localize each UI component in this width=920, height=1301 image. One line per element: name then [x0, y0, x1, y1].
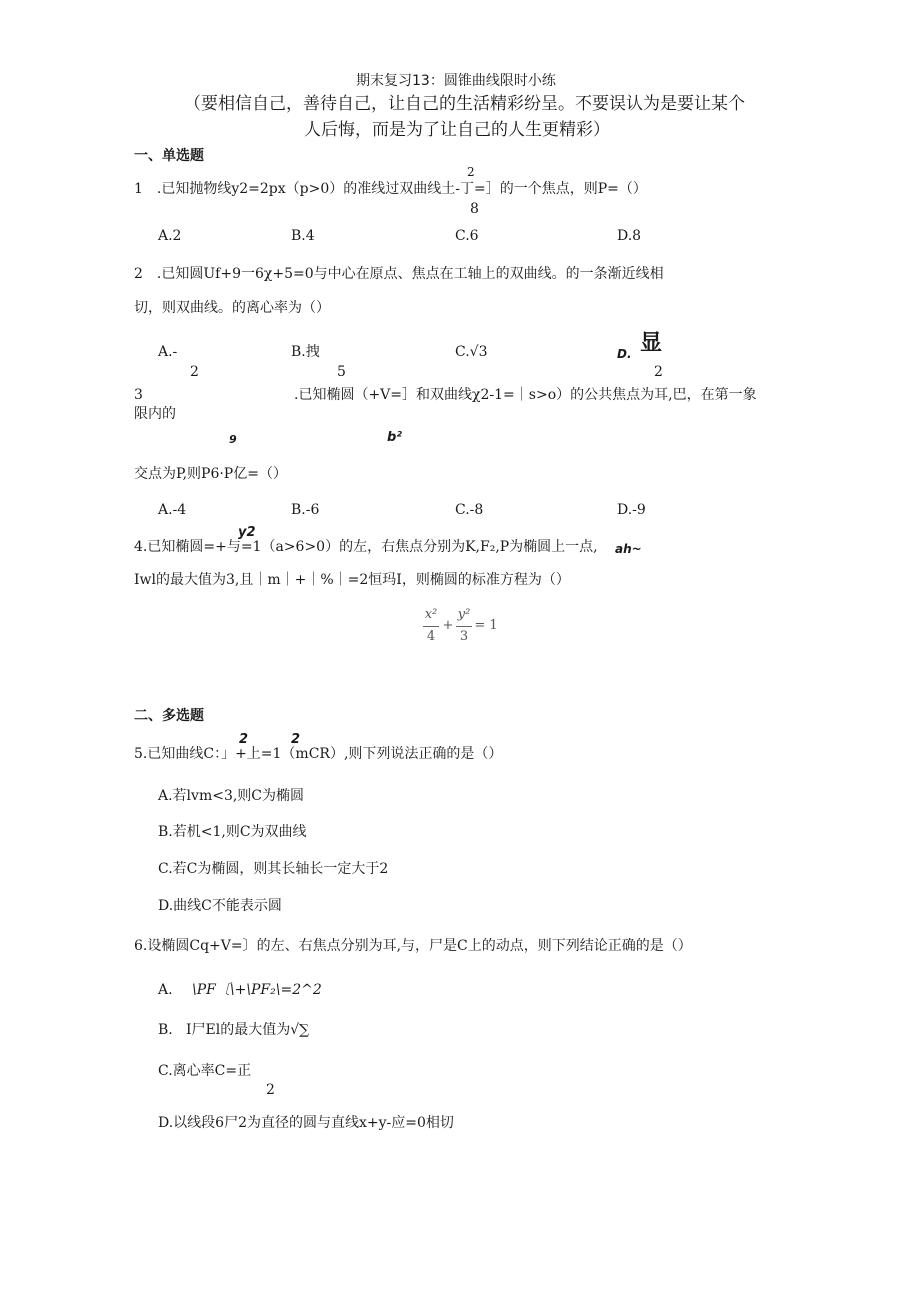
q5-superscript-1: 2 [239, 732, 249, 747]
question-3-number: 3 [134, 387, 143, 403]
q3-option-c: C.-8 [455, 502, 484, 518]
q1-option-a: A.2 [158, 228, 182, 244]
question-2-text-cont: 切，则双曲线。的离心率为（） [134, 300, 330, 316]
q6-option-b: I尸El的最大值为√∑ [186, 1022, 310, 1038]
q5-option-d: D.曲线C不能表示圆 [158, 898, 282, 914]
q2-option-b-sub: 5 [337, 364, 346, 380]
q1-option-c: C.6 [455, 228, 479, 244]
question-4-text: 4.已知椭圆=+与=1（a>6>0）的左，右焦点分别为K,F₂,P为椭圆上一点, [134, 539, 598, 555]
q1-superscript: 2 [467, 165, 475, 179]
q6-option-b-label: B. [158, 1022, 173, 1038]
q6-option-d: D.以线段6尸2为直径的圆与直线x+y-应=0相切 [158, 1115, 454, 1131]
section-heading-multiple-choice: 二、多选题 [134, 708, 204, 724]
question-1-text: 1 .已知抛物线y2=2px（p>0）的准线过双曲线土-丁=］的一个焦点，则P=（） [134, 181, 647, 197]
q3-option-b: B.-6 [291, 502, 320, 518]
q3-small-nine: 9 [229, 433, 237, 446]
formula-bar-1 [423, 626, 439, 627]
q5-option-b: B.若机<1,则C为双曲线 [158, 824, 307, 840]
subtitle-line-1: （要相信自己，善待自己，让自己的生活精彩纷呈。不要误认为是要让某个 [184, 94, 745, 114]
q3-small-b2: b² [387, 430, 402, 445]
question-6-text: 6.设椭圆Cq+V=〕的左、右焦点分别为耳,与，尸是C上的动点，则下列结论正确的是（） [134, 938, 692, 954]
q5-superscript-2: 2 [291, 732, 301, 747]
q2-option-a: A.- [158, 344, 178, 360]
formula-bar-2 [456, 626, 472, 627]
q6-option-c-sub: 2 [266, 1082, 275, 1098]
ellipse-equation-formula [420, 606, 498, 652]
q2-option-c: C.√3 [455, 344, 488, 360]
formula-x-squared: x² [424, 607, 438, 622]
q5-option-a: A.若lvm<3,则C为椭圆 [158, 788, 305, 804]
formula-denominator-3: 3 [459, 629, 469, 644]
question-3-text: .已知椭圆（+V=］和双曲线χ2-1=｜s>o）的公共焦点为耳,巴，在第一象 [294, 387, 757, 403]
q3-option-a: A.-4 [158, 502, 187, 518]
subtitle-line-2: 人后悔，而是为了让自己的人生更精彩） [304, 120, 610, 140]
formula-y-squared: y² [457, 607, 471, 622]
q4-superscript: y2 [238, 525, 256, 540]
question-3-text-cont: 限内的 [134, 406, 176, 422]
page-title: 期末复习13：圆锥曲线限时小练 [356, 73, 556, 89]
formula-plus: + [442, 618, 454, 633]
q1-option-d: D.8 [617, 228, 642, 244]
question-2-text: 2 .已知圆Uf+9一6χ+5=0与中心在原点、焦点在工轴上的双曲线。的一条渐近线相 [134, 266, 664, 282]
q4-tail: ah~ [615, 542, 642, 556]
q6-option-a-label: A. [158, 982, 173, 998]
q2-option-d-label: D. [617, 347, 632, 361]
q6-option-c: C.离心率C=正 [158, 1063, 252, 1079]
question-3-text-cont-2: 交点为P,则P6·P亿=（） [134, 466, 287, 482]
formula-denominator-4: 4 [426, 629, 436, 644]
q6-option-a: \PF〔\+\PF₂\=2^2 [192, 982, 322, 998]
q2-option-d-sub: 2 [654, 364, 663, 380]
question-4-text-cont: Iwl的最大值为3,且｜m｜+｜%｜=2恒玛I，则椭圆的标准方程为（） [134, 572, 570, 588]
q1-subscript: 8 [470, 201, 479, 217]
q1-option-b: B.4 [291, 228, 315, 244]
q2-option-b: B.拽 [291, 344, 320, 360]
formula-equals-one: = 1 [474, 618, 498, 633]
question-5-text: 5.已知曲线C：」+上=1（mCR）,则下列说法正确的是（） [134, 746, 503, 762]
q2-option-d-symbol: 显 [640, 330, 663, 356]
q5-option-c: C.若C为椭圆，则其长轴长一定大于2 [158, 861, 389, 877]
q3-option-d: D.-9 [617, 502, 646, 518]
section-heading-single-choice: 一、单选题 [134, 148, 204, 164]
q2-option-a-sub: 2 [190, 364, 199, 380]
